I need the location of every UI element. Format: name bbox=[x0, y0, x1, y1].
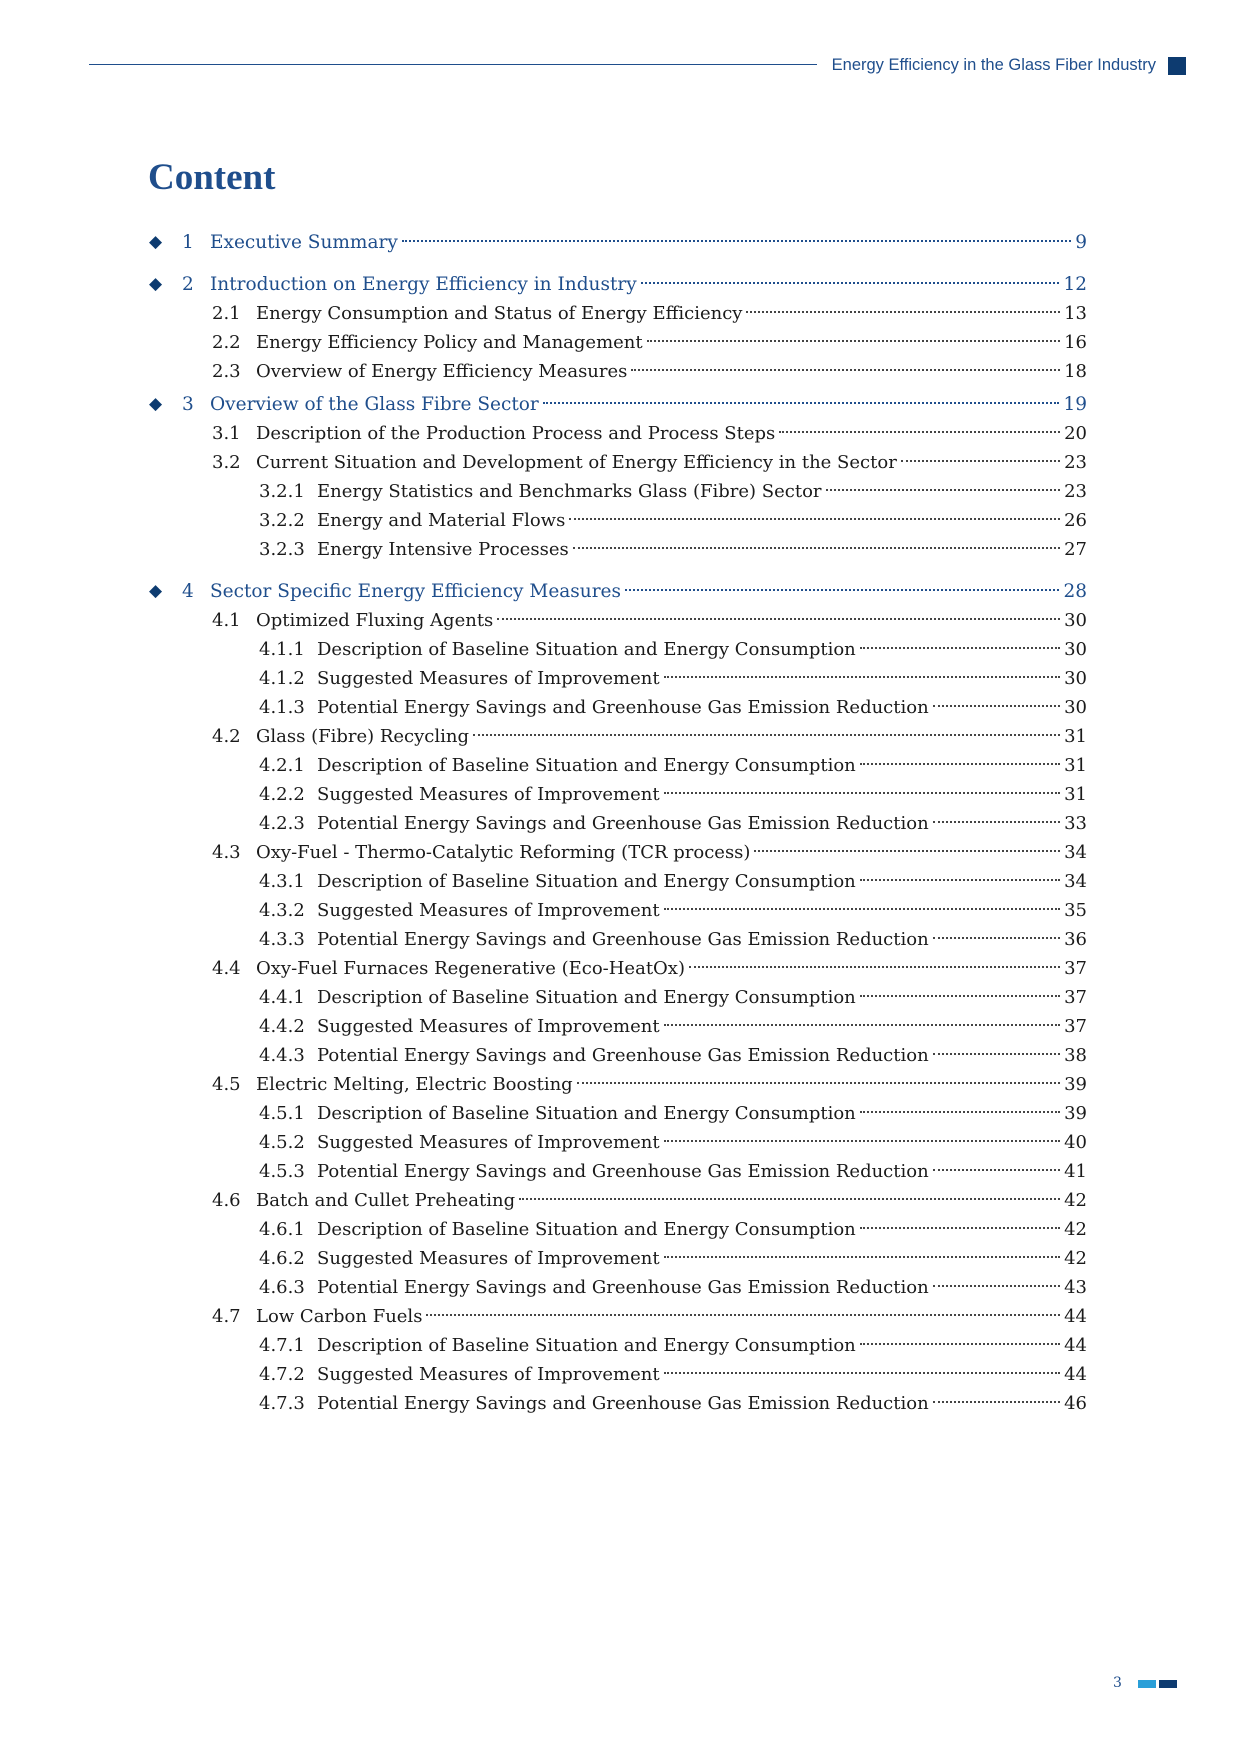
toc-number: 4.5.1 bbox=[259, 1103, 305, 1124]
dot-leader bbox=[860, 995, 1060, 997]
dot-leader bbox=[860, 1227, 1060, 1229]
toc-label: Potential Energy Savings and Greenhouse Gas Emission Reduction bbox=[317, 697, 929, 718]
dot-leader bbox=[664, 1024, 1061, 1026]
toc-page-number: 34 bbox=[1064, 871, 1087, 892]
toc-page-number: 39 bbox=[1064, 1103, 1087, 1124]
toc-label: Description of Baseline Situation and Energy Consumption bbox=[317, 755, 856, 776]
toc-number: 3 bbox=[182, 394, 194, 415]
toc-page-number: 30 bbox=[1064, 610, 1087, 631]
toc-number: 4.1.1 bbox=[259, 639, 305, 660]
toc-label: Potential Energy Savings and Greenhouse Gas Emission Reduction bbox=[317, 1393, 929, 1414]
dot-leader bbox=[473, 734, 1060, 736]
dot-leader bbox=[689, 966, 1060, 968]
toc-page-number: 38 bbox=[1064, 1045, 1087, 1066]
toc-number: 3.1 bbox=[212, 423, 241, 444]
toc-page-number: 12 bbox=[1063, 274, 1087, 295]
toc-label: Oxy-Fuel Furnaces Regenerative (Eco-HeatOx) bbox=[256, 958, 685, 979]
dot-leader bbox=[664, 1372, 1061, 1374]
toc-label: Energy Statistics and Benchmarks Glass (Fibre) Sector bbox=[317, 481, 822, 502]
toc-number: 3.2.2 bbox=[259, 510, 305, 531]
toc-number: 4.7.1 bbox=[259, 1335, 305, 1356]
toc-number: 4.4.3 bbox=[259, 1045, 305, 1066]
dot-leader bbox=[933, 821, 1060, 823]
header-title: Energy Efficiency in the Glass Fiber Industry bbox=[831, 56, 1156, 74]
diamond-bullet-icon: ◆ bbox=[149, 274, 163, 294]
toc-page-number: 44 bbox=[1064, 1364, 1087, 1385]
toc-page-number: 41 bbox=[1064, 1161, 1087, 1182]
toc-entry-4-3-3[interactable] bbox=[259, 927, 1087, 953]
toc-label: Current Situation and Development of Energy Efficiency in the Sector bbox=[256, 452, 897, 473]
toc-label: Suggested Measures of Improvement bbox=[317, 784, 660, 805]
toc-page-number: 31 bbox=[1064, 784, 1087, 805]
toc-entry-1[interactable] bbox=[149, 230, 1087, 256]
toc-page-number: 37 bbox=[1064, 987, 1087, 1008]
toc-entry-4-7-2[interactable] bbox=[259, 1362, 1087, 1388]
toc-page-number: 44 bbox=[1064, 1306, 1087, 1327]
toc-page-number: 26 bbox=[1064, 510, 1087, 531]
toc-number: 4.7.3 bbox=[259, 1393, 305, 1414]
toc-number: 4 bbox=[182, 581, 194, 602]
toc-page-number: 40 bbox=[1064, 1132, 1087, 1153]
toc-label: Energy Intensive Processes bbox=[317, 539, 569, 560]
toc-page-number: 35 bbox=[1064, 900, 1087, 921]
toc-label: Description of Baseline Situation and Energy Consumption bbox=[317, 1335, 856, 1356]
toc-entry-4-2[interactable] bbox=[212, 724, 1087, 750]
toc-entry-2-1[interactable] bbox=[212, 301, 1087, 327]
toc-page-number: 30 bbox=[1064, 697, 1087, 718]
toc-entry-4-1-3[interactable] bbox=[259, 695, 1087, 721]
toc-label: Energy Consumption and Status of Energy Efficiency bbox=[256, 303, 743, 324]
toc-entry-4-3-2[interactable] bbox=[259, 898, 1087, 924]
toc-page-number: 18 bbox=[1064, 361, 1087, 382]
toc-page-number: 31 bbox=[1064, 726, 1087, 747]
toc-entry-2[interactable] bbox=[149, 272, 1087, 298]
toc-label: Description of Baseline Situation and Energy Consumption bbox=[317, 871, 856, 892]
toc-label: Description of Baseline Situation and Energy Consumption bbox=[317, 1103, 856, 1124]
toc-entry-3[interactable] bbox=[149, 392, 1087, 418]
dot-leader bbox=[664, 1256, 1061, 1258]
toc-label: Description of Baseline Situation and Energy Consumption bbox=[317, 987, 856, 1008]
dot-leader bbox=[933, 1285, 1060, 1287]
toc-entry-4-3[interactable] bbox=[212, 840, 1087, 866]
toc-page-number: 46 bbox=[1064, 1393, 1087, 1414]
toc-label: Description of the Production Process and Process Steps bbox=[256, 423, 776, 444]
toc-label: Energy and Material Flows bbox=[317, 510, 566, 531]
toc-number: 2 bbox=[182, 274, 194, 295]
dot-leader bbox=[543, 402, 1060, 404]
toc-page-number: 36 bbox=[1064, 929, 1087, 950]
toc-number: 4.6.2 bbox=[259, 1248, 305, 1269]
toc-page-number: 23 bbox=[1064, 452, 1087, 473]
toc-page-number: 34 bbox=[1064, 842, 1087, 863]
toc-page-number: 20 bbox=[1064, 423, 1087, 444]
toc-label: Potential Energy Savings and Greenhouse Gas Emission Reduction bbox=[317, 1277, 929, 1298]
toc-number: 4.4.2 bbox=[259, 1016, 305, 1037]
toc-number: 4.1 bbox=[212, 610, 241, 631]
toc-number: 4.3 bbox=[212, 842, 241, 863]
toc-number: 3.2 bbox=[212, 452, 241, 473]
toc-label: Sector Specific Energy Efficiency Measures bbox=[210, 581, 622, 602]
toc-number: 4.2 bbox=[212, 726, 241, 747]
toc-number: 2.3 bbox=[212, 361, 241, 382]
toc-number: 4.6.1 bbox=[259, 1219, 305, 1240]
page-number: 3 bbox=[1113, 1675, 1122, 1691]
toc-number: 4.2.1 bbox=[259, 755, 305, 776]
toc-page-number: 27 bbox=[1064, 539, 1087, 560]
toc-label: Overview of the Glass Fibre Sector bbox=[210, 394, 539, 415]
dot-leader bbox=[933, 705, 1060, 707]
toc-page-number: 9 bbox=[1075, 232, 1087, 253]
toc-label: Low Carbon Fuels bbox=[256, 1306, 423, 1327]
dot-leader bbox=[901, 460, 1060, 462]
dot-leader bbox=[860, 1343, 1060, 1345]
toc-entry-4-1-2[interactable] bbox=[259, 666, 1087, 692]
toc-entry-4-7-1[interactable] bbox=[259, 1333, 1087, 1359]
dot-leader bbox=[933, 1169, 1060, 1171]
toc-page-number: 33 bbox=[1064, 813, 1087, 834]
dot-leader bbox=[631, 369, 1060, 371]
toc-entry-4-6-2[interactable] bbox=[259, 1246, 1087, 1272]
page-title: Content bbox=[148, 157, 276, 198]
dot-leader bbox=[569, 518, 1060, 520]
toc-page-number: 30 bbox=[1064, 668, 1087, 689]
toc-entry-4-6-1[interactable] bbox=[259, 1217, 1087, 1243]
toc-entry-3-2-2[interactable] bbox=[259, 508, 1087, 534]
toc-number: 4.3.1 bbox=[259, 871, 305, 892]
dot-leader bbox=[860, 763, 1060, 765]
toc-label: Executive Summary bbox=[210, 232, 398, 253]
dot-leader bbox=[519, 1198, 1060, 1200]
toc-number: 4.6 bbox=[212, 1190, 241, 1211]
toc-number: 4.2.2 bbox=[259, 784, 305, 805]
toc-label: Description of Baseline Situation and Energy Consumption bbox=[317, 1219, 856, 1240]
toc-label: Glass (Fibre) Recycling bbox=[256, 726, 470, 747]
toc-entry-4-2-3[interactable] bbox=[259, 811, 1087, 837]
toc-number: 2.2 bbox=[212, 332, 241, 353]
toc-label: Potential Energy Savings and Greenhouse Gas Emission Reduction bbox=[317, 1045, 929, 1066]
dot-leader bbox=[664, 908, 1061, 910]
dot-leader bbox=[933, 1401, 1060, 1403]
toc-entry-4-2-1[interactable] bbox=[259, 753, 1087, 779]
toc-number: 4.2.3 bbox=[259, 813, 305, 834]
toc-label: Electric Melting, Electric Boosting bbox=[256, 1074, 573, 1095]
dot-leader bbox=[402, 240, 1071, 242]
toc-label: Potential Energy Savings and Greenhouse Gas Emission Reduction bbox=[317, 813, 929, 834]
toc-entry-4-4-1[interactable] bbox=[259, 985, 1087, 1011]
toc-page-number: 42 bbox=[1064, 1190, 1087, 1211]
toc-number: 4.4.1 bbox=[259, 987, 305, 1008]
toc-entry-4-4[interactable] bbox=[212, 956, 1087, 982]
toc-page-number: 39 bbox=[1064, 1074, 1087, 1095]
toc-label: Potential Energy Savings and Greenhouse Gas Emission Reduction bbox=[317, 929, 929, 950]
diamond-bullet-icon: ◆ bbox=[149, 394, 163, 414]
toc-number: 3.2.1 bbox=[259, 481, 305, 502]
dot-leader bbox=[860, 1111, 1060, 1113]
dot-leader bbox=[860, 647, 1060, 649]
toc-page-number: 43 bbox=[1064, 1277, 1087, 1298]
toc-page-number: 28 bbox=[1063, 581, 1087, 602]
dot-leader bbox=[746, 311, 1060, 313]
toc-entry-4-5[interactable] bbox=[212, 1072, 1087, 1098]
toc-number: 4.1.2 bbox=[259, 668, 305, 689]
toc-page-number: 44 bbox=[1064, 1335, 1087, 1356]
toc-label: Potential Energy Savings and Greenhouse Gas Emission Reduction bbox=[317, 1161, 929, 1182]
toc-number: 4.6.3 bbox=[259, 1277, 305, 1298]
dot-leader bbox=[860, 879, 1060, 881]
toc-entry-4-5-2[interactable] bbox=[259, 1130, 1087, 1156]
toc-entry-3-2-3[interactable] bbox=[259, 537, 1087, 563]
toc-label: Batch and Cullet Preheating bbox=[256, 1190, 516, 1211]
dot-leader bbox=[826, 489, 1061, 491]
toc-entry-4-5-3[interactable] bbox=[259, 1159, 1087, 1185]
toc-page-number: 16 bbox=[1064, 332, 1087, 353]
toc-number: 4.7.2 bbox=[259, 1364, 305, 1385]
toc-entry-4-7[interactable] bbox=[212, 1304, 1087, 1330]
toc-page-number: 30 bbox=[1064, 639, 1087, 660]
toc-number: 4.4 bbox=[212, 958, 241, 979]
toc-label: Suggested Measures of Improvement bbox=[317, 1132, 660, 1153]
dot-leader bbox=[426, 1314, 1060, 1316]
toc-entry-4-3-1[interactable] bbox=[259, 869, 1087, 895]
toc-number: 4.3.2 bbox=[259, 900, 305, 921]
toc-entry-4-1-1[interactable] bbox=[259, 637, 1087, 663]
toc-label: Suggested Measures of Improvement bbox=[317, 1016, 660, 1037]
dot-leader bbox=[647, 340, 1060, 342]
toc-page-number: 31 bbox=[1064, 755, 1087, 776]
toc-label: Optimized Fluxing Agents bbox=[256, 610, 494, 631]
footer-bar-dark-icon bbox=[1159, 1680, 1177, 1688]
toc-entry-4-7-3[interactable] bbox=[259, 1391, 1087, 1417]
toc-entry-3-2[interactable] bbox=[212, 450, 1087, 476]
toc-number: 2.1 bbox=[212, 303, 241, 324]
toc-label: Energy Efficiency Policy and Management bbox=[256, 332, 643, 353]
dot-leader bbox=[497, 618, 1060, 620]
dot-leader bbox=[933, 937, 1060, 939]
dot-leader bbox=[754, 850, 1060, 852]
footer-bar-light-icon bbox=[1138, 1680, 1156, 1688]
toc-entry-4-6[interactable] bbox=[212, 1188, 1087, 1214]
toc-number: 4.5 bbox=[212, 1074, 241, 1095]
toc-entry-3-1[interactable] bbox=[212, 421, 1087, 447]
toc-entry-4-2-2[interactable] bbox=[259, 782, 1087, 808]
toc-number: 4.5.3 bbox=[259, 1161, 305, 1182]
dot-leader bbox=[779, 431, 1060, 433]
toc-entry-3-2-1[interactable] bbox=[259, 479, 1087, 505]
toc-number: 3.2.3 bbox=[259, 539, 305, 560]
toc-page-number: 42 bbox=[1064, 1219, 1087, 1240]
toc-label: Description of Baseline Situation and Energy Consumption bbox=[317, 639, 856, 660]
toc-entry-2-3[interactable] bbox=[212, 359, 1087, 385]
dot-leader bbox=[577, 1082, 1060, 1084]
toc-label: Introduction on Energy Efficiency in Industry bbox=[210, 274, 637, 295]
toc-number: 1 bbox=[182, 232, 194, 253]
toc-page-number: 13 bbox=[1064, 303, 1087, 324]
toc-entry-4[interactable] bbox=[149, 579, 1087, 605]
toc-entry-2-2[interactable] bbox=[212, 330, 1087, 356]
toc-label: Suggested Measures of Improvement bbox=[317, 1248, 660, 1269]
toc-number: 4.7 bbox=[212, 1306, 241, 1327]
toc-label: Oxy-Fuel - Thermo-Catalytic Reforming (TCR process) bbox=[256, 842, 751, 863]
toc-entry-4-4-2[interactable] bbox=[259, 1014, 1087, 1040]
diamond-bullet-icon: ◆ bbox=[149, 581, 163, 601]
toc-entry-4-5-1[interactable] bbox=[259, 1101, 1087, 1127]
dot-leader bbox=[933, 1053, 1060, 1055]
toc-entry-4-1[interactable] bbox=[212, 608, 1087, 634]
dot-leader bbox=[664, 1140, 1061, 1142]
toc-number: 4.3.3 bbox=[259, 929, 305, 950]
toc-number: 4.1.3 bbox=[259, 697, 305, 718]
toc-label: Suggested Measures of Improvement bbox=[317, 1364, 660, 1385]
toc-page-number: 37 bbox=[1064, 1016, 1087, 1037]
toc-page-number: 23 bbox=[1064, 481, 1087, 502]
diamond-bullet-icon: ◆ bbox=[149, 232, 163, 252]
dot-leader bbox=[641, 282, 1060, 284]
toc-entry-4-6-3[interactable] bbox=[259, 1275, 1087, 1301]
toc-page-number: 37 bbox=[1064, 958, 1087, 979]
dot-leader bbox=[664, 676, 1061, 678]
toc-label: Overview of Energy Efficiency Measures bbox=[256, 361, 628, 382]
toc-page-number: 19 bbox=[1063, 394, 1087, 415]
dot-leader bbox=[664, 792, 1061, 794]
toc-label: Suggested Measures of Improvement bbox=[317, 900, 660, 921]
toc-page-number: 42 bbox=[1064, 1248, 1087, 1269]
dot-leader bbox=[625, 589, 1059, 591]
toc-entry-4-4-3[interactable] bbox=[259, 1043, 1087, 1069]
dot-leader bbox=[573, 547, 1060, 549]
toc-number: 4.5.2 bbox=[259, 1132, 305, 1153]
toc-label: Suggested Measures of Improvement bbox=[317, 668, 660, 689]
